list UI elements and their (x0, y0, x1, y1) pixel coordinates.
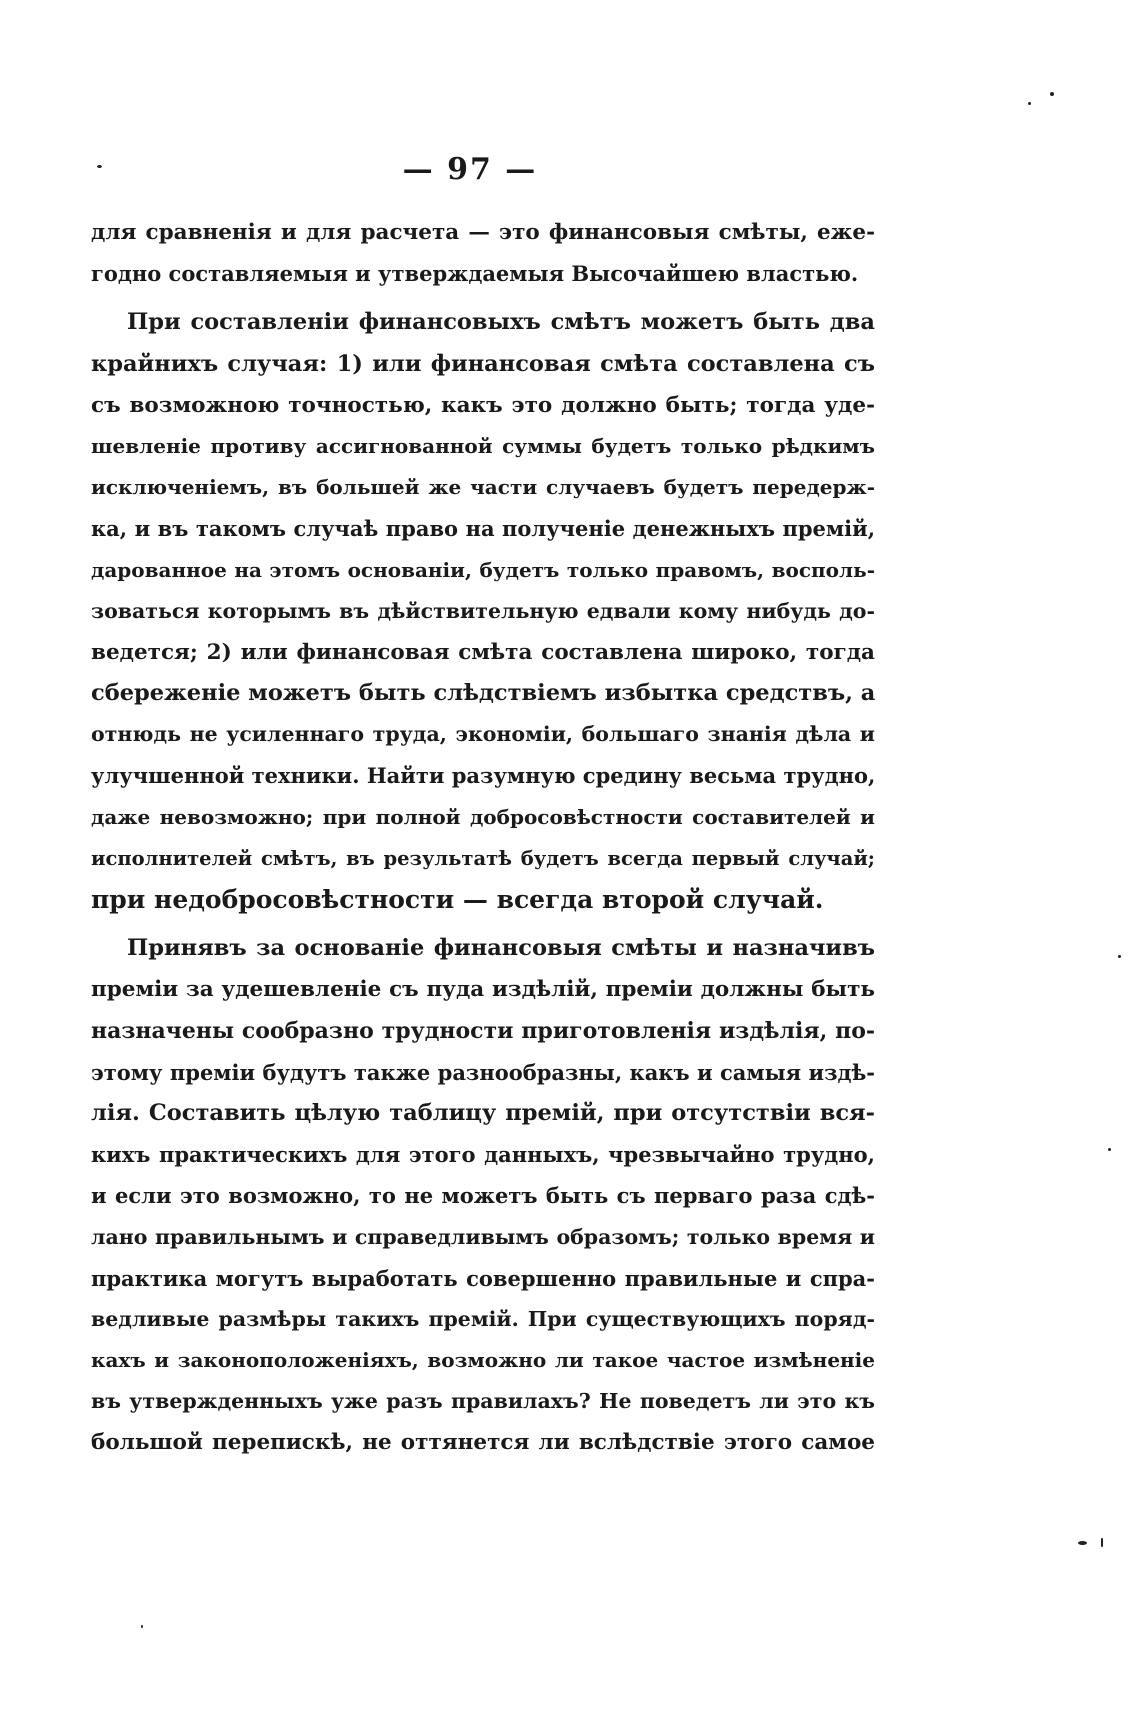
scan-speck (141, 1625, 143, 1628)
text-line: При составленіи финансовыхъ смѣтъ можетъ быть два (127, 309, 875, 336)
text-line: исполнителей смѣтъ, въ результатѣ будетъ всегда первый случай; (91, 846, 875, 870)
scan-speck (1050, 92, 1054, 96)
text-line: даже невозможно; при полной добросовѣстности составителей и (91, 804, 875, 829)
text-line: кихъ практическихъ для этого данныхъ, чрезвычайно трудно, (91, 1142, 875, 1168)
scan-speck (1101, 1538, 1103, 1547)
text-line: ка, и въ такомъ случаѣ право на полученіе денежныхъ премій, (91, 516, 875, 542)
text-line: преміи за удешевленіе съ пуда издѣлій, преміи должны быть (91, 977, 875, 1003)
body-text (91, 212, 875, 1464)
paragraph (91, 302, 875, 920)
text-line: для сравненія и для расчета — это финансовыя смѣты, еже- (91, 220, 875, 245)
text-line: назначены сообразно трудности приготовленія издѣлія, по- (91, 1017, 875, 1044)
text-line: зоваться которымъ въ дѣйствительную едвали кому нибудь до- (91, 598, 875, 623)
text-line: практика могутъ выработать совершенно правильные и спра- (91, 1265, 875, 1291)
paragraph (91, 928, 875, 1463)
text-line: исключеніемъ, въ большей же части случаевъ будетъ передерж- (91, 475, 875, 500)
text-line: съ возможною точностью, какъ это должно быть; тогда уде- (91, 392, 875, 418)
text-line: дарованное на этомъ основаніи, будетъ только правомъ, восполь- (91, 557, 875, 582)
text-line: крайнихъ случая: 1) или финансовая смѣта составлена съ (91, 350, 875, 377)
text-line: шевленіе противу ассигнованной суммы будетъ только рѣдкимъ (91, 433, 875, 458)
scan-speck (97, 165, 102, 168)
text-line: въ утвержденныхъ уже разъ правилахъ? Не поведетъ ли это къ (91, 1389, 875, 1414)
text-line: годно составляемыя и утверждаемыя Высочайшею властью. (91, 261, 859, 287)
scan-speck (1118, 955, 1121, 958)
text-line: при недобросовѣстности — всегда второй случай. (91, 885, 824, 914)
text-line: лано правильнымъ и справедливымъ образомъ; только время и (91, 1224, 875, 1249)
text-line: лія. Составить цѣлую таблицу премій, при отсутствіи вся- (91, 1099, 875, 1126)
text-line: ведется; 2) или финансовая смѣта составлена широко, тогда (91, 639, 875, 665)
text-line: отнюдь не усиленнаго труда, экономіи, большаго знанія дѣла и (91, 722, 875, 747)
scan-speck (1028, 102, 1031, 105)
text-line: кахъ и законоположеніяхъ, возможно ли такое частое измѣненіе (91, 1348, 875, 1373)
paragraph (91, 212, 875, 294)
page-number: — 97 — (402, 152, 538, 187)
text-line: этому преміи будутъ также разнообразны, какъ и самыя издѣ- (91, 1059, 875, 1085)
scan-speck (1078, 1541, 1087, 1545)
text-line: ведливые размѣры такихъ премій. При существующихъ поряд- (91, 1306, 875, 1331)
text-line: сбереженіе можетъ быть слѣдствіемъ избытка средствъ, а (91, 680, 876, 707)
text-line: и если это возможно, то не можетъ быть съ перваго раза сдѣ- (91, 1183, 875, 1209)
text-line: большой перепискѣ, не оттянется ли вслѣдствіе этого самое (91, 1430, 875, 1456)
text-line: Принявъ за основаніе финансовыя смѣты и назначивъ (127, 935, 875, 962)
scan-speck (1108, 1148, 1111, 1151)
text-line: улучшенной техники. Найти разумную средину весьма трудно, (91, 763, 876, 789)
